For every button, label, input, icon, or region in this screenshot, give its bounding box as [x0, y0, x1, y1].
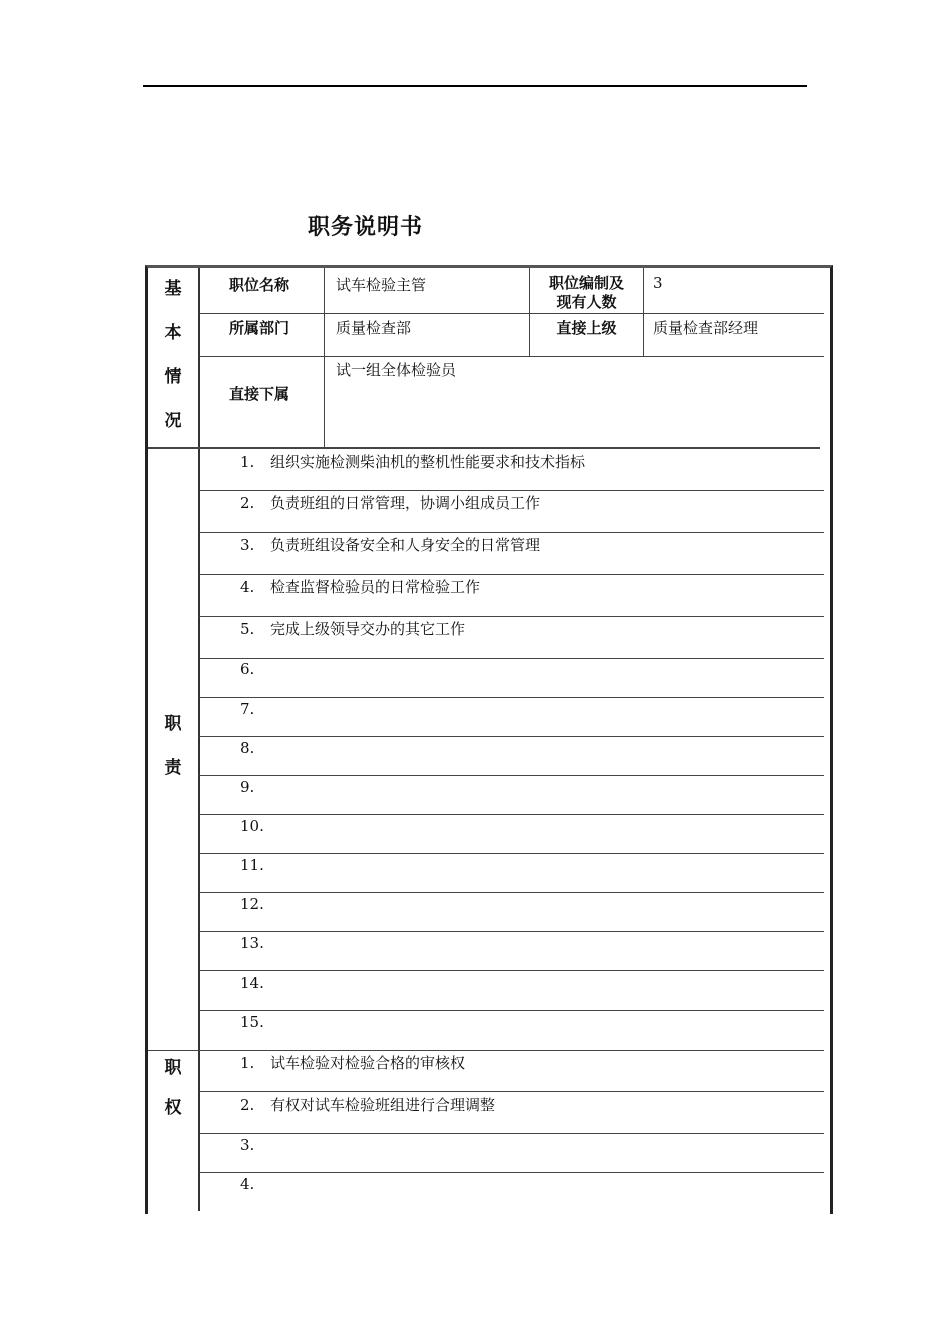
- basic-row-line-1: [199, 313, 824, 314]
- subordinates-label: 直接下属: [229, 385, 290, 403]
- row-line: [199, 697, 824, 698]
- department-label: 所属部门: [229, 319, 290, 337]
- basic-row-line-2: [199, 356, 824, 357]
- row-line: [199, 1091, 824, 1092]
- row-line: [199, 1172, 824, 1173]
- section-label-basic: 基 本 情 况: [164, 279, 182, 431]
- item-number: 8.: [240, 739, 255, 757]
- list-item: [240, 934, 270, 952]
- section-line-authority: [148, 1050, 824, 1051]
- row-line: [199, 775, 824, 776]
- list-item: [240, 778, 270, 796]
- item-number: 9.: [240, 778, 255, 796]
- row-line: [199, 490, 824, 491]
- list-item: [240, 1052, 465, 1073]
- list-item: [240, 739, 270, 757]
- document-title: 职务说明书: [308, 215, 424, 240]
- item-number: 13.: [240, 934, 264, 952]
- row-line: [199, 853, 824, 854]
- list-item: [240, 856, 270, 874]
- basic-col-line-3: [643, 268, 644, 356]
- item-text: 检查监督检验员的日常检验工作: [270, 578, 481, 596]
- basic-col-line-1: [324, 268, 325, 448]
- item-number: 1.: [240, 453, 255, 471]
- position-name-label: 职位名称: [229, 276, 290, 294]
- list-item: [240, 576, 480, 597]
- item-number: 4.: [240, 578, 255, 596]
- row-line: [199, 1010, 824, 1011]
- item-text: 有权对试车检验班组进行合理调整: [270, 1096, 496, 1114]
- headcount-value: 3: [653, 274, 663, 292]
- row-line: [199, 1133, 824, 1134]
- item-number: 6.: [240, 660, 255, 678]
- section-label-duties: 职 责: [164, 714, 182, 778]
- item-number: 1.: [240, 1054, 255, 1072]
- superior-label: 直接上级: [556, 319, 617, 337]
- item-number: 10.: [240, 817, 264, 835]
- section-divider-line: [198, 268, 200, 1211]
- list-item: [240, 660, 270, 678]
- row-line: [199, 736, 824, 737]
- item-text: 试车检验对检验合格的审核权: [270, 1054, 466, 1072]
- item-number: 14.: [240, 974, 264, 992]
- department-value: 质量检查部: [336, 319, 412, 337]
- item-number: 12.: [240, 895, 264, 913]
- list-item: [240, 618, 465, 639]
- superior-value: 质量检查部经理: [653, 319, 759, 337]
- row-line: [199, 931, 824, 932]
- row-line: [199, 532, 824, 533]
- item-number: 3.: [240, 536, 255, 554]
- item-number: 3.: [240, 1136, 255, 1154]
- item-number: 7.: [240, 700, 255, 718]
- item-text: 负责班组的日常管理，协调小组成员工作: [270, 494, 541, 512]
- list-item: [240, 534, 540, 555]
- section-line-duties: [148, 447, 820, 449]
- list-item: [240, 895, 270, 913]
- row-line: [199, 616, 824, 617]
- row-line: [199, 970, 824, 971]
- list-item: [240, 451, 585, 472]
- position-name-value: 试车检验主管: [336, 276, 427, 294]
- section-label-authority: 职 权: [164, 1058, 182, 1118]
- list-item: [240, 700, 270, 718]
- list-item: [240, 1136, 270, 1154]
- subordinates-value: 试一组全体检验员: [336, 361, 457, 379]
- list-item: [240, 492, 540, 513]
- row-line: [199, 658, 824, 659]
- row-line: [199, 892, 824, 893]
- item-text: 组织实施检测柴油机的整机性能要求和技术指标: [270, 453, 586, 471]
- list-item: [240, 817, 270, 835]
- item-text: 完成上级领导交办的其它工作: [270, 620, 466, 638]
- item-number: 4.: [240, 1175, 255, 1193]
- list-item: [240, 1013, 270, 1031]
- item-number: 15.: [240, 1013, 264, 1031]
- headcount-label: 职位编制及 现有人数: [548, 274, 624, 311]
- item-number: 11.: [240, 856, 264, 874]
- list-item: [240, 1175, 270, 1193]
- header-rule: [143, 85, 807, 87]
- item-number: 2.: [240, 494, 255, 512]
- item-number: 2.: [240, 1096, 255, 1114]
- item-number: 5.: [240, 620, 255, 638]
- item-text: 负责班组设备安全和人身安全的日常管理: [270, 536, 541, 554]
- row-line: [199, 814, 824, 815]
- list-item: [240, 1094, 495, 1115]
- row-line: [199, 574, 824, 575]
- list-item: [240, 974, 270, 992]
